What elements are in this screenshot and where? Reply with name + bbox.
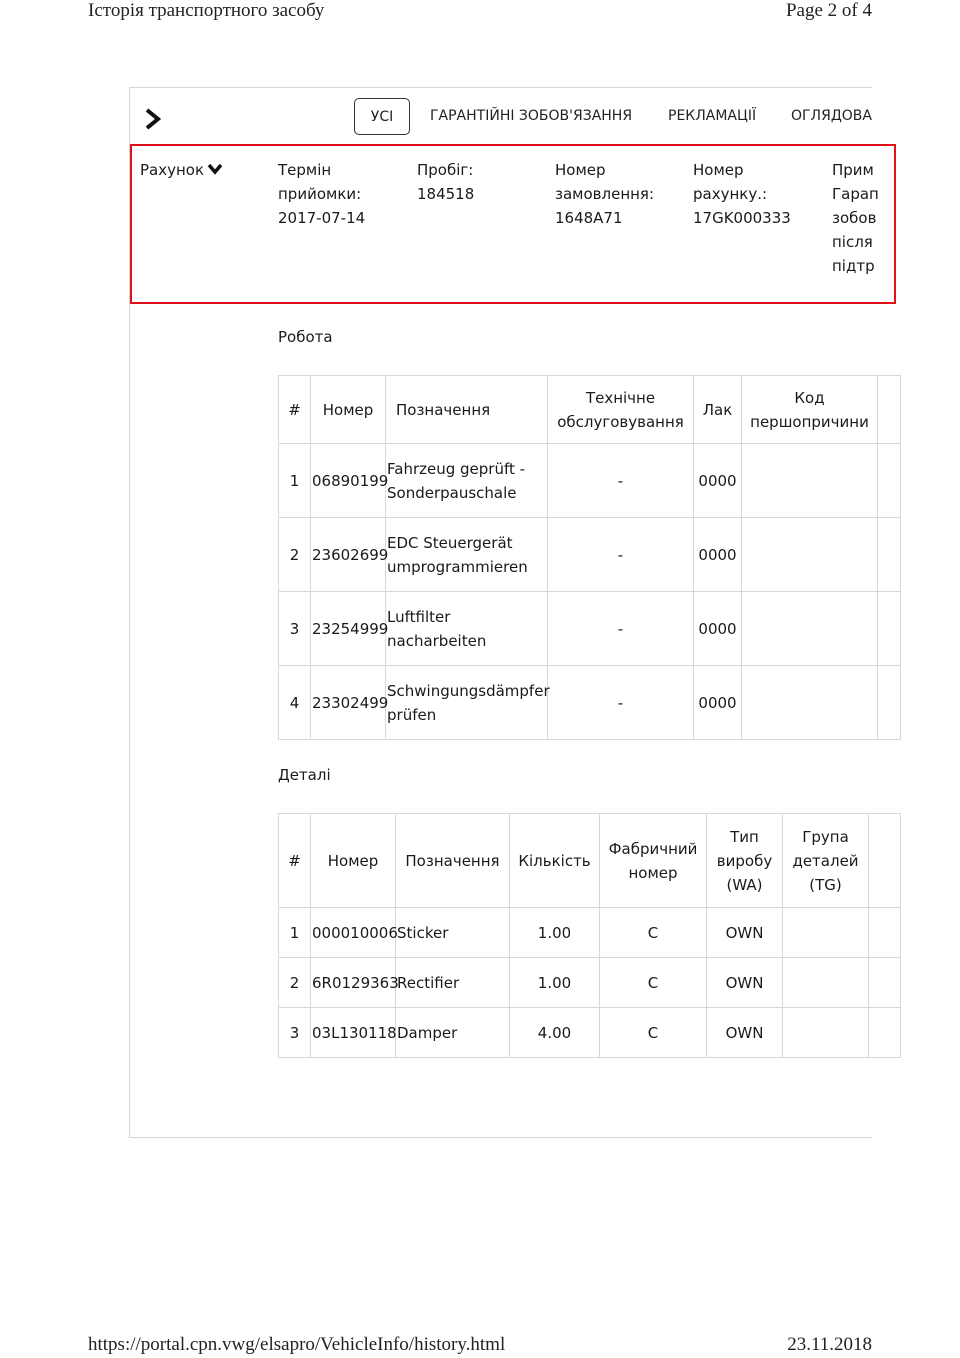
chevron-right-icon[interactable] <box>144 108 162 130</box>
mileage-field: Пробіг: 184518 <box>417 158 474 206</box>
reception-date-field: Термін прийомки: 2017-07-14 <box>278 158 365 230</box>
print-header <box>88 0 872 22</box>
print-title: Історія транспортного засобу <box>88 0 325 21</box>
parts-header-wa: Тип виробу (WA) <box>707 814 783 908</box>
work-header-number: Номер <box>311 376 386 444</box>
parts-header-number: Номер <box>311 814 396 908</box>
work-header-desc: Позначення <box>386 376 548 444</box>
table-row: 3 23254999 Luftfilter nacharbeiten - 0000 <box>279 592 901 666</box>
table-row: 1 000010006 Sticker 1.00 C OWN <box>279 908 901 958</box>
parts-header-qty: Кількість <box>510 814 600 908</box>
table-row: 1 06890199 Fahrzeug geprüft - Sonderpauschale - 0000 <box>279 444 901 518</box>
invoice-type-label: Рахунок <box>140 161 205 179</box>
order-number-field: Номер замовлення: 1648A71 <box>555 158 654 230</box>
tab-all[interactable]: УСІ <box>354 98 410 135</box>
parts-header-n: # <box>279 814 311 908</box>
parts-header-factory: Фабричний номер <box>600 814 707 908</box>
work-section-title: Робота <box>278 328 333 346</box>
mileage-value: 184518 <box>417 185 475 203</box>
print-url: https://portal.cpn.vwg/elsapro/VehicleInfo/history.html <box>88 1334 506 1355</box>
note-field: Прим Гарап зобов після підтр <box>832 161 879 275</box>
invoice-number-field: Номер рахунку.: 17GK000333 <box>693 158 791 230</box>
print-footer <box>88 1334 872 1356</box>
order-number-value: 1648A71 <box>555 209 623 227</box>
work-header-root-cause: Код першопричини <box>742 376 878 444</box>
table-row: 3 03L130118 Damper 4.00 C OWN <box>279 1008 901 1058</box>
table-row: 4 23302499 Schwingungsdämpfer prüfen - 0000 <box>279 666 901 740</box>
parts-table <box>278 813 872 1056</box>
parts-section-title: Деталі <box>278 766 331 784</box>
invoice-toggle[interactable] <box>140 158 222 182</box>
work-header-lak: Лак <box>694 376 742 444</box>
print-date: 23.11.2018 <box>787 1334 872 1355</box>
parts-header-tg: Група деталей (TG) <box>783 814 869 908</box>
invoice-summary <box>130 144 879 304</box>
work-table <box>278 375 872 741</box>
table-row: 2 23602699 EDC Steuergerät umprogrammieren - 0000 <box>279 518 901 592</box>
tab-inspection[interactable]: ОГЛЯДОВА <box>791 108 872 124</box>
page-number: Page 2 of 4 <box>785 0 872 21</box>
parts-header-desc: Позначення <box>396 814 510 908</box>
reception-date-value: 2017-07-14 <box>278 209 366 227</box>
tab-warranty[interactable]: ГАРАНТІЙНІ ЗОБОВ'ЯЗАННЯ <box>430 108 633 124</box>
table-row: 2 6R0129363 Rectifier 1.00 C OWN <box>279 958 901 1008</box>
work-header-n: # <box>279 376 311 444</box>
chevron-down-icon <box>208 163 222 175</box>
tab-complaints[interactable]: РЕКЛАМАЦІЇ <box>668 108 757 124</box>
invoice-number-value: 17GK000333 <box>693 209 791 227</box>
work-header-maintenance: Технічне обслуговування <box>548 376 694 444</box>
